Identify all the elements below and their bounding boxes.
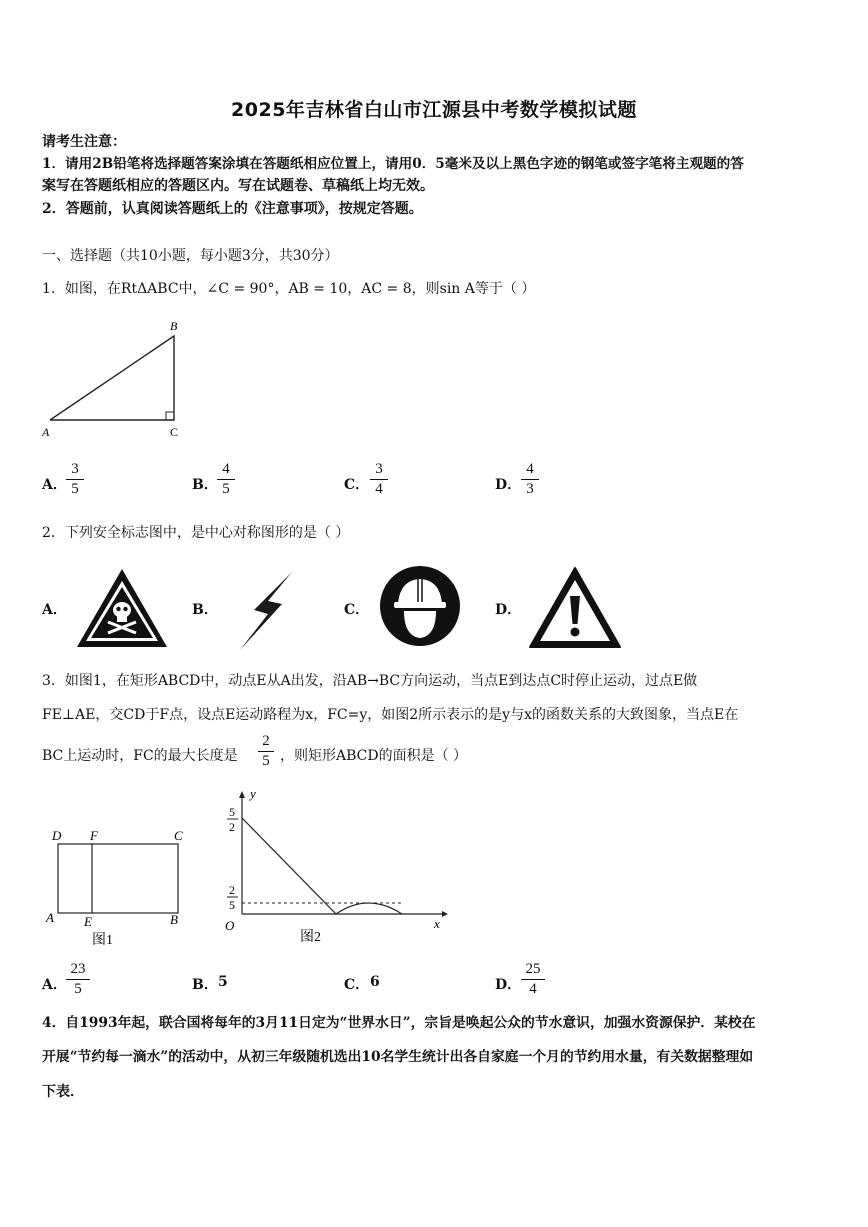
q1-label-a: A xyxy=(42,425,50,439)
q2-option-a-label[interactable]: A． xyxy=(42,602,67,618)
q4-line-1: 4．自1993年起，联合国将每年的3月11日定为“世界水日”，宗旨是唤起公众的节水意识，加强水资源保护．某校在 xyxy=(42,1015,756,1031)
fig2-label-x: x xyxy=(434,916,440,931)
q1-option-d-fraction[interactable] xyxy=(521,461,539,498)
poison-warning-icon[interactable] xyxy=(74,566,170,650)
q3-line-3a: BC上运动时，FC的最大长度是 xyxy=(42,748,238,764)
q3-option-d-den: 4 xyxy=(529,981,537,997)
fig1-caption: 图1 xyxy=(92,933,113,948)
exclamation-warning-icon[interactable] xyxy=(528,566,622,650)
page-title: 2025年吉林省白山市江源县中考数学模拟试题 xyxy=(231,99,637,121)
q1-option-b-num: 4 xyxy=(222,461,230,477)
q1-option-b-den: 5 xyxy=(222,481,230,497)
q3-option-d-label[interactable]: D． xyxy=(495,977,522,993)
q1-label-c: C xyxy=(170,425,179,439)
fig1-label-b: B xyxy=(170,912,178,927)
q3-figure-2 xyxy=(220,786,450,946)
q3-option-a-den: 5 xyxy=(74,981,82,997)
hard-hat-icon[interactable] xyxy=(378,564,462,648)
q1-option-a-num: 3 xyxy=(71,461,79,477)
q3-option-b-label[interactable]: B． xyxy=(192,977,218,993)
q3-line-2: FE⊥AE，交CD于F点，设点E运动路程为x，FC=y，如图2所示表示的是y与x的函数关系的大致图象，当点E在 xyxy=(42,707,739,723)
notice-item-2: 2．答题前，认真阅读答题纸上的《注意事项》，按规定答题。 xyxy=(42,201,423,217)
q1-label-b: B xyxy=(170,319,178,333)
section-heading: 一、选择题（共10小题，每小题3分，共30分） xyxy=(42,248,339,264)
notice-item-1b: 案写在答题纸相应的答题区内。写在试题卷、草稿纸上均无效。 xyxy=(42,178,434,194)
fig1-label-e: E xyxy=(84,914,92,929)
q1-option-b-label[interactable]: B． xyxy=(192,477,218,493)
q3-max-fc-fraction xyxy=(258,733,274,770)
q1-stem: 1．如图，在RtΔABC中，∠C = 90°，AB = 10，AC = 8，则sin A等于（ ） xyxy=(42,281,536,297)
fig2-top-den: 2 xyxy=(229,820,235,834)
lightning-bolt-icon[interactable] xyxy=(234,570,298,652)
fig2-caption: 图2 xyxy=(300,930,321,945)
notice-heading: 请考生注意： xyxy=(42,134,126,150)
q1-option-d-den: 3 xyxy=(526,481,534,497)
q1-option-c-fraction[interactable] xyxy=(370,461,388,498)
fig2-mid-num: 2 xyxy=(229,883,235,897)
q3-option-c-label[interactable]: C． xyxy=(344,977,370,993)
q1-option-a-den: 5 xyxy=(71,481,79,497)
q2-stem: 2．下列安全标志图中，是中心对称图形的是（ ） xyxy=(42,525,350,541)
q3-option-d-fraction[interactable] xyxy=(521,961,545,998)
q3-line-1: 3．如图1，在矩形ABCD中，动点E从A出发，沿AB→BC方向运动，当点E到达点C时停止运动，过点E做 xyxy=(42,673,698,689)
fig1-label-c: C xyxy=(174,828,183,843)
q1-triangle-figure xyxy=(36,316,196,442)
q1-option-c-label[interactable]: C． xyxy=(344,477,370,493)
q1-option-c-den: 4 xyxy=(375,481,383,497)
q1-option-a-label[interactable]: A． xyxy=(42,477,67,493)
q3-option-d-num: 25 xyxy=(525,961,541,977)
q1-option-b-fraction[interactable] xyxy=(217,461,235,498)
fig2-label-y: y xyxy=(250,786,256,801)
q1-option-d-label[interactable]: D． xyxy=(495,477,522,493)
fig1-label-a: A xyxy=(46,910,54,925)
fig2-top-num: 5 xyxy=(229,805,235,819)
q3-option-a-label[interactable]: A． xyxy=(42,977,67,993)
fig1-label-d: D xyxy=(52,828,62,843)
fig2-mid-den: 5 xyxy=(229,898,235,912)
q3-option-a-num: 23 xyxy=(70,961,86,977)
q2-option-c-label[interactable]: C． xyxy=(344,602,370,618)
fig1-label-f: F xyxy=(90,828,98,843)
q1-option-d-num: 4 xyxy=(526,461,534,477)
q3-line-3b: ，则矩形ABCD的面积是（ ） xyxy=(280,748,468,764)
q1-option-a-fraction[interactable] xyxy=(66,461,84,498)
q3-option-c-value[interactable]: 6 xyxy=(370,974,380,990)
q2-option-b-label[interactable]: B． xyxy=(192,602,218,618)
q4-line-2: 开展“节约每一滴水”的活动中，从初三年级随机选出10名学生统计出各自家庭一个月的节约用水量，有关数据整理如 xyxy=(42,1049,754,1065)
notice-item-1a: 1．请用2B铅笔将选择题答案涂填在答题纸相应位置上，请用0．5毫米及以上黑色字迹的钢笔或签字笔将主观题的答 xyxy=(42,156,744,172)
q3-frac-den: 5 xyxy=(262,753,270,769)
q3-figure-1 xyxy=(40,824,196,950)
q3-option-b-value[interactable]: 5 xyxy=(218,974,228,990)
q4-line-3: 下表． xyxy=(42,1084,84,1100)
q2-option-d-label[interactable]: D． xyxy=(495,602,522,618)
q3-frac-num: 2 xyxy=(262,733,270,749)
q1-option-c-num: 3 xyxy=(375,461,383,477)
q3-option-a-fraction[interactable] xyxy=(66,961,90,998)
fig2-label-o: O xyxy=(225,918,235,933)
